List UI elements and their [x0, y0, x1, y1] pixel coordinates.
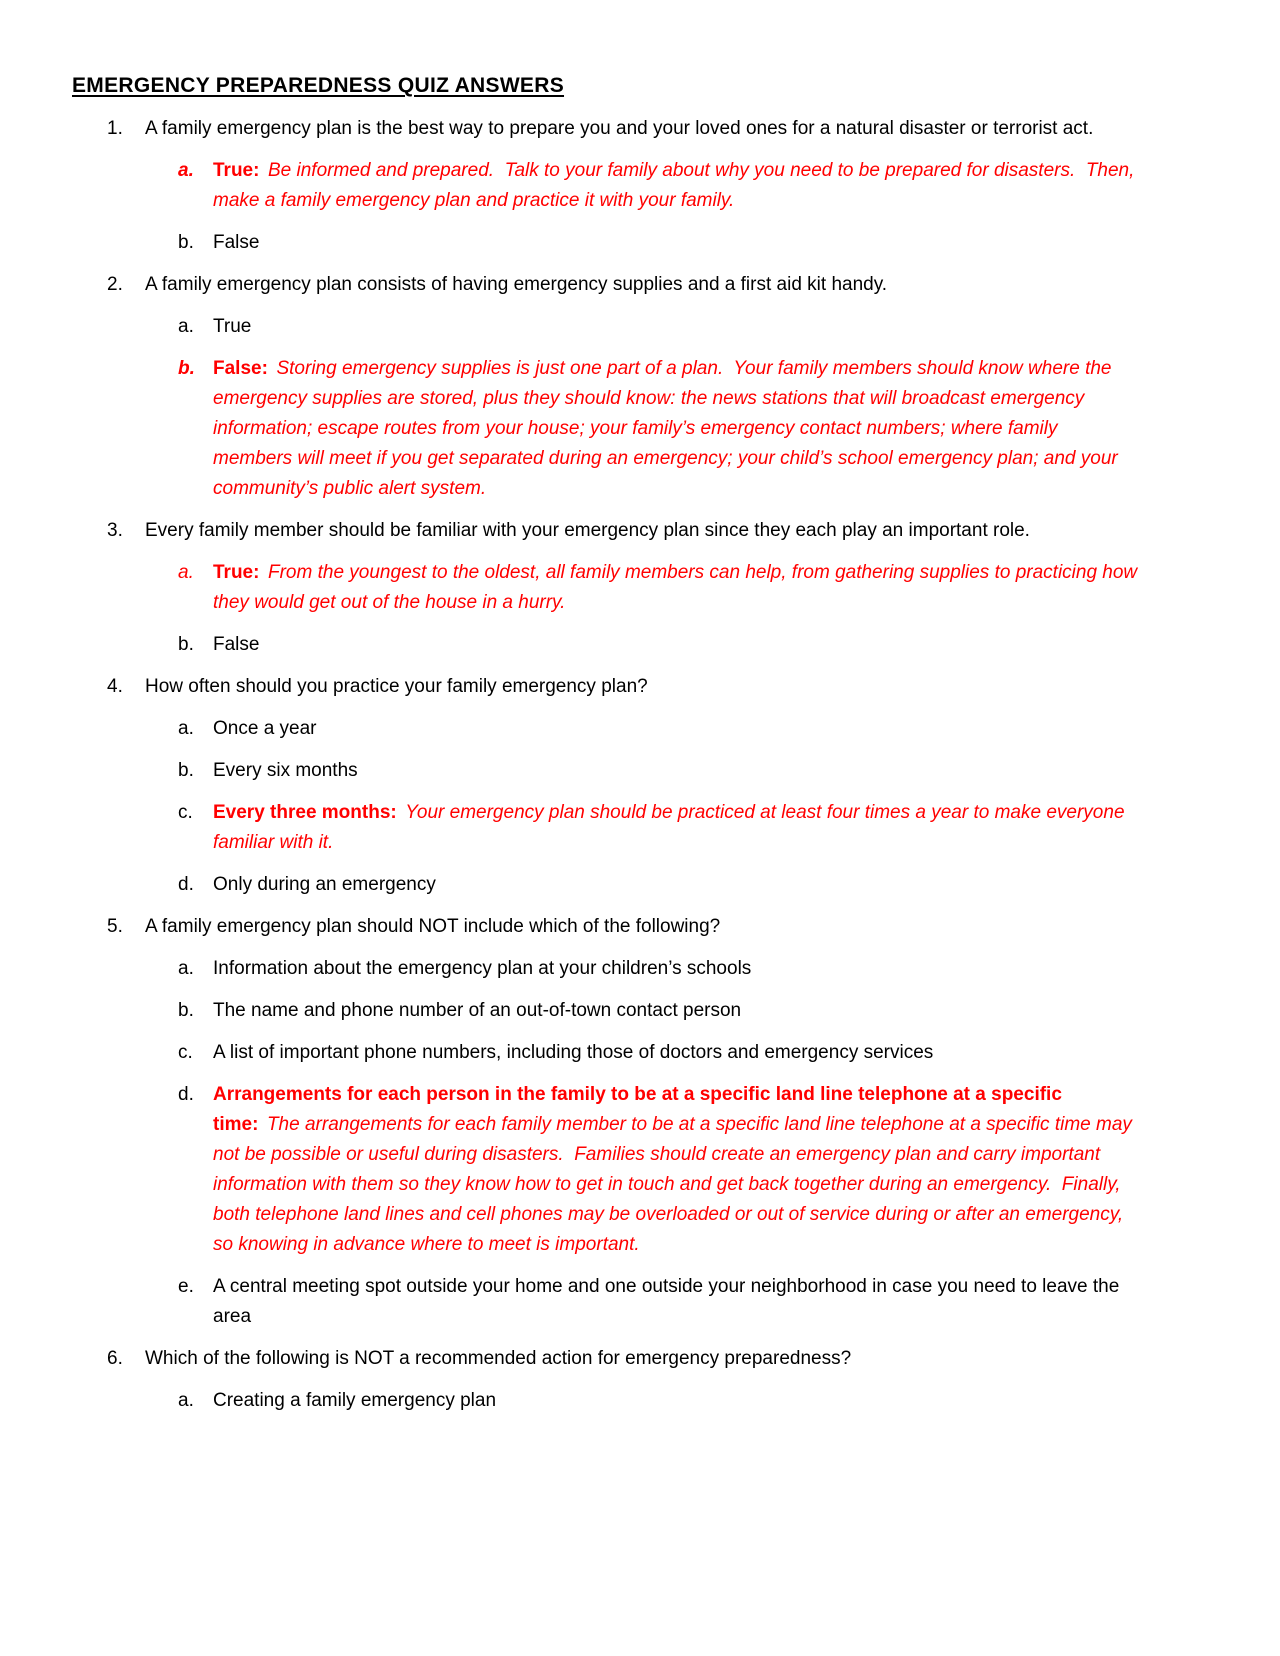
option-text: False	[213, 634, 260, 655]
option-text: The name and phone number of an out-of-town contact person	[213, 1000, 742, 1021]
question	[107, 912, 1135, 942]
option-text: False	[213, 232, 260, 253]
question-text: Every family member should be familiar with your emergency plan since they each play an important role.	[145, 520, 1030, 541]
option-text: True	[213, 316, 252, 337]
question-text: Which of the following is NOT a recommended action for emergency preparedness?	[145, 1348, 852, 1369]
question-text: A family emergency plan should NOT include which of the following?	[145, 916, 721, 937]
answer-explanation: From the youngest to the oldest, all family members can help, from gathering supplies to practicing how they would get out of the house in a hurry.	[213, 562, 1143, 613]
option-text: Creating a family emergency plan	[213, 1390, 497, 1411]
answer-option	[178, 354, 1140, 504]
answer-explanation: Storing emergency supplies is just one part of a plan. Your family members should know where the emergency supplies are stored, plus they should know: the news stations that will broadcast emergency information; escape routes from your house; your family’s emergency contact numbers; where family members will meet if you get separated during an emergency; your child’s school emergency plan; and your community’s public alert system.	[213, 358, 1124, 499]
options-list	[0, 312, 1280, 504]
option-content	[213, 756, 1140, 786]
option-text: Once a year	[213, 718, 317, 739]
answer-option	[178, 1038, 1140, 1068]
question-block	[0, 1344, 1280, 1416]
question-number: 4.	[107, 676, 123, 697]
question-block	[0, 114, 1280, 258]
answer-option	[178, 714, 1140, 744]
correct-answer-label: True:	[213, 562, 260, 583]
question-text: A family emergency plan is the best way to prepare you and your loved ones for a natural disaster or terrorist act.	[145, 118, 1094, 139]
question-block	[0, 672, 1280, 900]
option-letter: a.	[178, 1390, 194, 1411]
option-letter: e.	[178, 1276, 194, 1297]
question	[107, 114, 1135, 144]
question	[107, 270, 1135, 300]
option-content	[213, 156, 1140, 216]
answer-option	[178, 756, 1140, 786]
option-content	[213, 954, 1140, 984]
question-block	[0, 516, 1280, 660]
answer-option	[178, 798, 1140, 858]
option-letter: d.	[178, 874, 194, 895]
option-letter: b.	[178, 760, 194, 781]
option-letter: c.	[178, 802, 193, 823]
option-content	[213, 1038, 1140, 1068]
option-text: A list of important phone numbers, including those of doctors and emergency services	[213, 1042, 934, 1063]
correct-answer-label: False:	[213, 358, 268, 379]
option-letter: a.	[178, 958, 194, 979]
answer-option	[178, 228, 1140, 258]
answer-option	[178, 312, 1140, 342]
option-content	[213, 630, 1140, 660]
options-list	[0, 156, 1280, 258]
option-content	[213, 996, 1140, 1026]
answer-option	[178, 996, 1140, 1026]
option-letter: a.	[178, 718, 194, 739]
option-letter: a.	[178, 316, 194, 337]
answer-option	[178, 1080, 1140, 1260]
correct-answer-label: True:	[213, 160, 260, 181]
question-number: 5.	[107, 916, 123, 937]
question	[107, 1344, 1135, 1374]
correct-answer-label: Every three months:	[213, 802, 397, 823]
options-list	[0, 714, 1280, 900]
option-content	[213, 714, 1140, 744]
options-list	[0, 954, 1280, 1332]
correct-answer-label: Arrangements for each person in the family to be at a specific land line telephone at a specific time:	[213, 1084, 1068, 1135]
answer-option	[178, 1272, 1140, 1332]
option-letter: b.	[178, 232, 194, 253]
question-number: 6.	[107, 1348, 123, 1369]
question-text: How often should you practice your family emergency plan?	[145, 676, 648, 697]
option-letter: a.	[178, 160, 194, 181]
question-number: 3.	[107, 520, 123, 541]
question-text: A family emergency plan consists of having emergency supplies and a first aid kit handy.	[145, 274, 888, 295]
option-letter: b.	[178, 1000, 194, 1021]
answer-explanation: The arrangements for each family member to be at a specific land line telephone at a specific time may not be possible or useful during disasters. Families should create an emergency plan and carry important information with them so they know how to get in touch and get back together during an emergency. Finally, both telephone land lines and cell phones may be overloaded or out of service during or after an emergency, so knowing in advance where to meet is important.	[213, 1114, 1138, 1255]
answer-option	[178, 630, 1140, 660]
options-list	[0, 558, 1280, 660]
answer-option	[178, 558, 1143, 618]
option-content	[213, 1272, 1140, 1332]
option-content	[213, 558, 1143, 618]
option-content	[213, 798, 1140, 858]
option-content	[213, 1080, 1140, 1260]
option-content	[213, 312, 1140, 342]
answer-explanation: Your emergency plan should be practiced at least four times a year to make everyone familiar with it.	[213, 802, 1130, 853]
option-letter: b.	[178, 634, 194, 655]
options-list	[0, 1386, 1280, 1416]
question	[107, 672, 1135, 702]
option-letter: b.	[178, 358, 195, 379]
question-block	[0, 912, 1280, 1332]
question-number: 2.	[107, 274, 123, 295]
option-letter: c.	[178, 1042, 193, 1063]
option-letter: d.	[178, 1084, 194, 1105]
option-letter: a.	[178, 562, 194, 583]
option-content	[213, 870, 1140, 900]
option-text: Only during an emergency	[213, 874, 436, 895]
answer-option	[178, 954, 1140, 984]
option-text: A central meeting spot outside your home and one outside your neighborhood in case you need to leave the area	[213, 1276, 1125, 1327]
option-content	[213, 354, 1140, 504]
answer-option	[178, 156, 1140, 216]
answer-option	[178, 1386, 1140, 1416]
question-block	[0, 270, 1280, 504]
page-title: EMERGENCY PREPAREDNESS QUIZ ANSWERS	[72, 74, 565, 97]
option-text: Information about the emergency plan at your children’s schools	[213, 958, 752, 979]
question	[107, 516, 1135, 546]
answer-explanation: Be informed and prepared. Talk to your family about why you need to be prepared for disasters. Then, make a family emergency plan and practice it with your family.	[213, 160, 1140, 211]
option-content	[213, 228, 1140, 258]
questions-list	[0, 114, 1280, 1416]
answer-option	[178, 870, 1140, 900]
option-content	[213, 1386, 1140, 1416]
question-number: 1.	[107, 118, 123, 139]
option-text: Every six months	[213, 760, 358, 781]
